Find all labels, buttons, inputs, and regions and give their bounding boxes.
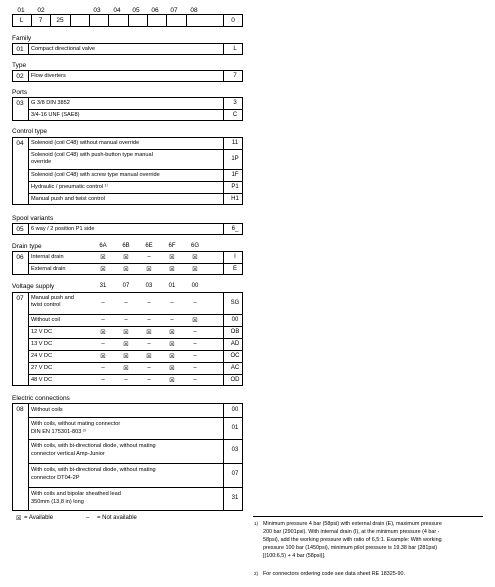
control-option-text: Solenoid (coil C48) with push-button type manual	[31, 152, 153, 158]
drain-option-text: External drain	[31, 266, 66, 272]
availability-mark: ☒	[146, 267, 152, 273]
code-column-divider	[223, 137, 224, 205]
footnote-1-text: pressure 100 bar (1450psi), minimum pilot pressure is 19.38 bar (281psi)	[263, 545, 438, 551]
row-divider	[28, 149, 243, 150]
row-divider	[28, 439, 243, 440]
header-cell-divider	[166, 14, 167, 27]
availability-mark: –	[101, 317, 105, 323]
control-option-text: Solenoid (coil C48) with screw type manual override	[31, 172, 160, 178]
header-cell-value: 0	[231, 17, 235, 24]
footnote-1-number: 1)	[254, 521, 259, 526]
section-title-electric: Electric connections	[12, 395, 70, 402]
section-number-drain: 06	[16, 254, 24, 261]
section-number-electric: 08	[16, 406, 24, 413]
legend-na-symbol: –	[86, 515, 90, 521]
availability-mark: ☒	[169, 330, 175, 336]
availability-mark: –	[193, 300, 197, 306]
availability-mark: ☒	[123, 342, 129, 348]
ports-option-code: 3	[233, 100, 237, 106]
legend-available-symbol: ☒	[16, 516, 22, 522]
code-column-divider	[223, 70, 224, 82]
electric-option-text: Without coils	[31, 407, 63, 413]
electric-option-code: 03	[231, 447, 239, 453]
availability-mark: ☒	[146, 354, 152, 360]
availability-mark: ☒	[169, 366, 175, 372]
row-divider	[28, 487, 243, 488]
voltage-option-text: 12 V DC	[31, 329, 53, 335]
number-column-divider	[28, 43, 29, 55]
availability-mark: –	[170, 300, 174, 306]
voltage-option-code: 00	[231, 317, 239, 323]
header-position-number: 05	[132, 7, 140, 14]
header-position-number: 02	[37, 7, 45, 14]
control-option-code: 11	[231, 140, 239, 146]
availability-mark: ☒	[192, 255, 198, 261]
electric-option-text: With coils, without mating connector	[31, 421, 121, 427]
voltage-column-header: 00	[191, 283, 199, 289]
drain-option-code: I	[234, 254, 236, 260]
header-position-number: 01	[17, 7, 25, 14]
availability-mark: ☒	[100, 255, 106, 261]
header-cell-divider	[108, 14, 109, 27]
drain-column-header: 6E	[145, 243, 153, 249]
header-cell-value: L	[19, 17, 24, 24]
header-position-number: 03	[93, 7, 101, 14]
availability-mark: –	[124, 300, 128, 306]
family-code: L	[233, 46, 237, 52]
availability-mark: ☒	[169, 267, 175, 273]
control-option-code: P1	[231, 184, 239, 190]
number-column-divider	[28, 137, 29, 205]
voltage-option-text-line2: twist control	[31, 302, 61, 308]
ports-option-code: C	[232, 112, 238, 118]
drain-column-header: 6F	[168, 243, 176, 249]
electric-option-text: DIN EN 175301-803 ²⁾	[31, 429, 87, 435]
availability-mark: –	[147, 377, 151, 383]
availability-mark: –	[101, 300, 105, 306]
type-code: 7	[233, 73, 237, 79]
row-divider	[28, 169, 243, 170]
code-column-divider	[223, 43, 224, 55]
header-position-number: 04	[113, 7, 121, 14]
control-option-text-line2: override	[31, 159, 52, 165]
availability-mark: –	[101, 365, 105, 371]
electric-option-text: With coils and bipolar sheathed lead	[31, 491, 121, 497]
availability-mark: ☒	[169, 354, 175, 360]
legend-available-text: = Available	[24, 515, 54, 521]
availability-mark: ☒	[169, 255, 175, 261]
footnote-1-text: 200 bar (2901psi). With internal drain (I), at the minimum pressure (4 bar -	[263, 529, 440, 535]
control-option-code: 1P	[231, 156, 239, 162]
electric-option-text: connector DT04-2P	[31, 475, 80, 481]
type-text: Flow diverters	[31, 73, 66, 79]
section-number-type: 02	[16, 73, 24, 80]
voltage-option-text: 24 V DC	[31, 353, 53, 359]
header-position-number: 07	[170, 7, 178, 14]
control-option-text: Solenoid (coil C48) without manual override	[31, 140, 140, 146]
header-cell-divider	[70, 14, 71, 27]
electric-option-text: connector vertical Amp-Junior	[31, 451, 105, 457]
code-column-divider	[223, 223, 224, 235]
spool-text: 6 way / 2 position P1 side	[31, 226, 95, 232]
electric-option-code: 01	[231, 425, 239, 431]
drain-column-header: 6G	[190, 243, 199, 249]
voltage-option-text: 13 V DC	[31, 341, 53, 347]
availability-mark: ☒	[123, 354, 129, 360]
spool-code: 6_	[231, 226, 239, 232]
family-text: Compact directional valve	[31, 46, 96, 52]
voltage-option-code: AD	[230, 341, 240, 347]
row-divider	[28, 463, 243, 464]
availability-mark: ☒	[169, 378, 175, 384]
section-title-family: Family	[12, 35, 32, 42]
section-title-drain: Drain type	[12, 243, 42, 250]
footnote-1-text: Minimum pressure 4 bar (58psi) with external drain (E), maximum pressure	[263, 521, 442, 527]
header-cell-value: 7	[38, 17, 43, 24]
row-divider	[28, 362, 243, 363]
availability-mark: –	[170, 317, 174, 323]
availability-mark: –	[193, 341, 197, 347]
voltage-column-header: 03	[145, 283, 153, 289]
voltage-option-text: Without coil	[31, 317, 60, 323]
section-number-family: 01	[16, 46, 24, 53]
row-divider	[28, 109, 243, 110]
availability-mark: –	[124, 317, 128, 323]
footnote-1-text: [(100:6,5) + 4 bar (58psi)].	[263, 553, 326, 559]
row-divider	[28, 193, 243, 194]
availability-mark: –	[101, 341, 105, 347]
row-divider	[28, 374, 243, 375]
drain-column-header: 6A	[99, 243, 107, 249]
footnote-2-number: 2)	[254, 571, 259, 576]
header-position-number: 08	[190, 7, 198, 14]
availability-mark: –	[101, 377, 105, 383]
code-column-divider	[223, 292, 224, 386]
voltage-option-code: SG	[230, 300, 240, 306]
availability-mark: –	[147, 254, 151, 260]
section-title-control: Control type	[12, 128, 48, 135]
availability-mark: –	[193, 329, 197, 335]
availability-mark: ☒	[123, 255, 129, 261]
row-divider	[28, 326, 243, 327]
availability-mark: ☒	[123, 267, 129, 273]
row-divider	[28, 181, 243, 182]
voltage-option-code: OC	[230, 353, 240, 359]
section-title-spool: Spool variants	[12, 215, 54, 222]
voltage-column-header: 01	[168, 283, 176, 289]
row-divider	[28, 314, 243, 315]
row-divider	[28, 417, 243, 418]
electric-option-code: 07	[231, 471, 239, 477]
number-column-divider	[28, 403, 29, 511]
availability-mark: ☒	[123, 330, 129, 336]
section-number-control: 04	[16, 140, 24, 147]
header-cell-value: 25	[56, 17, 64, 24]
voltage-option-code: OB	[230, 329, 240, 335]
code-column-divider	[223, 403, 224, 511]
footnote-1-text: 58psi), add the working pressure with ratio of 6,5:1. Example: With working	[263, 537, 442, 543]
legend-na-text: = Not available	[97, 515, 137, 521]
row-divider	[28, 263, 243, 264]
section-number-ports: 03	[16, 100, 24, 107]
number-column-divider	[28, 70, 29, 82]
electric-option-code: 00	[231, 407, 239, 413]
ports-option-text: 3/4-16 UNF (SAE8)	[31, 112, 80, 118]
section-number-voltage: 07	[16, 295, 24, 302]
voltage-option-code: OD	[230, 377, 240, 383]
row-divider	[28, 350, 243, 351]
section-title-voltage: Voltage supply	[12, 283, 55, 290]
voltage-option-text: 48 V DC	[31, 377, 53, 383]
footnote-2-text: For connectors ordering code see data sheet RE 18325-90.	[263, 571, 406, 577]
control-option-code: 1F	[231, 172, 239, 178]
availability-mark: ☒	[100, 354, 106, 360]
voltage-column-header: 31	[99, 283, 107, 289]
availability-mark: ☒	[192, 318, 198, 324]
footnote-rule	[253, 516, 483, 517]
control-option-text: Hydraulic / pneumatic control ¹⁾	[31, 184, 108, 190]
availability-mark: –	[193, 365, 197, 371]
electric-option-code: 31	[231, 495, 239, 501]
header-cell-divider	[186, 14, 187, 27]
availability-mark: –	[147, 365, 151, 371]
header-position-number: 06	[151, 7, 159, 14]
availability-mark: ☒	[100, 267, 106, 273]
number-column-divider	[28, 223, 29, 235]
voltage-option-text: 27 V DC	[31, 365, 53, 371]
voltage-option-text: Manual push and	[31, 295, 74, 301]
section-title-ports: Ports	[12, 89, 28, 96]
control-option-code: H1	[231, 196, 239, 202]
availability-mark: ☒	[146, 330, 152, 336]
drain-column-header: 6B	[122, 243, 130, 249]
availability-mark: –	[147, 317, 151, 323]
header-cell-divider	[89, 14, 90, 27]
electric-option-text: With coils, with bi-directional diode, without mating	[31, 443, 156, 449]
electric-option-text: 350mm (13,8 in) long	[31, 499, 84, 505]
availability-mark: ☒	[192, 267, 198, 273]
header-cell-divider	[147, 14, 148, 27]
section-title-type: Type	[12, 62, 27, 69]
section-box-control	[12, 137, 243, 205]
number-column-divider	[28, 292, 29, 386]
row-divider	[28, 338, 243, 339]
availability-mark: –	[147, 341, 151, 347]
voltage-column-header: 07	[122, 283, 130, 289]
section-number-spool: 05	[16, 226, 24, 233]
availability-mark: –	[193, 353, 197, 359]
availability-mark: ☒	[100, 330, 106, 336]
availability-mark: ☒	[169, 342, 175, 348]
electric-option-text: With coils, with bi-directional diode, without mating	[31, 467, 156, 473]
ports-option-text: G 3/8 DIN 3852	[31, 100, 70, 106]
availability-mark: –	[147, 300, 151, 306]
header-cell-divider	[128, 14, 129, 27]
voltage-option-code: AC	[230, 365, 240, 371]
availability-mark: ☒	[123, 366, 129, 372]
drain-option-code: E	[232, 266, 237, 272]
availability-mark: –	[193, 377, 197, 383]
availability-mark: –	[124, 377, 128, 383]
control-option-text: Manual push and twist control	[31, 196, 106, 202]
drain-option-text: Internal drain	[31, 254, 64, 260]
